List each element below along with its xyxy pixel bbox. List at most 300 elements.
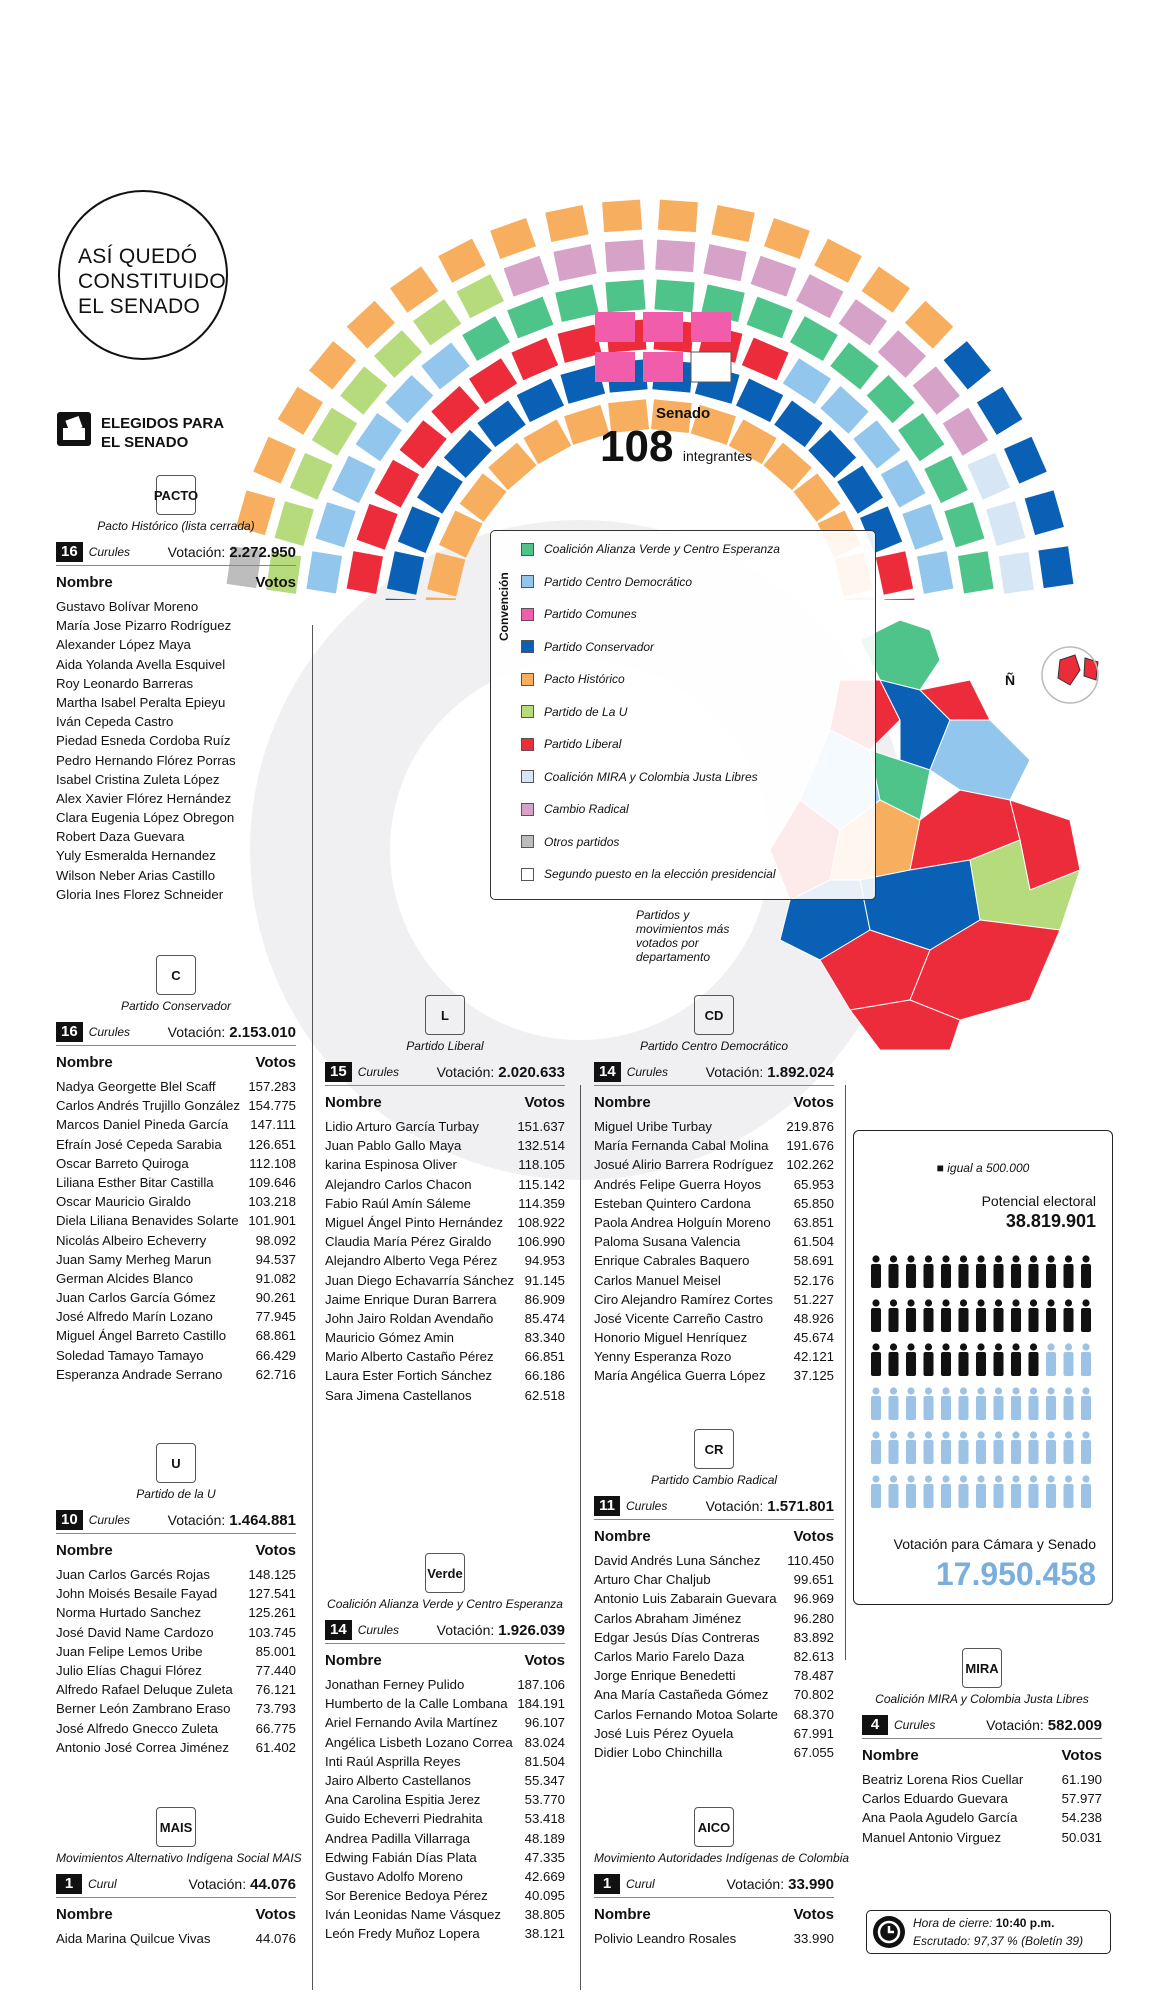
person-icon <box>889 1255 899 1288</box>
person-icon: ■ <box>936 1161 948 1175</box>
list-item <box>325 1309 565 1328</box>
member-name: Wilson Neber Arias Castillo <box>56 867 216 883</box>
legend-item <box>521 637 654 657</box>
list-item <box>325 1386 565 1405</box>
legend-label: Partido de La U <box>544 704 628 719</box>
member-list <box>594 1117 834 1386</box>
list-item <box>594 1194 834 1213</box>
member-name: Nadya Georgette Blel Scaff <box>56 1079 216 1094</box>
list-item <box>594 1570 834 1589</box>
list-item <box>56 827 296 846</box>
member-votes: 101.901 <box>248 1213 296 1229</box>
member-votes: 191.676 <box>786 1138 834 1154</box>
person-icon <box>976 1255 986 1288</box>
list-item <box>56 1307 296 1326</box>
member-name: Polivio Leandro Rosales <box>594 1931 737 1946</box>
party-block-mais <box>56 1807 302 1948</box>
votes-column-header: Votos <box>793 1906 834 1923</box>
list-item <box>594 1705 834 1724</box>
senate-seat <box>385 375 433 423</box>
list-item <box>56 1680 296 1699</box>
member-name: Arturo Char Chaljub <box>594 1572 711 1588</box>
senate-seat <box>278 387 323 435</box>
member-name: Carlos Manuel Meisel <box>594 1272 721 1288</box>
senate-number: 108 <box>600 422 674 471</box>
senate-seat <box>356 413 402 461</box>
senate-seat <box>793 473 840 521</box>
person-icon <box>1011 1475 1021 1508</box>
party-summary <box>56 1021 296 1046</box>
list-item <box>594 1666 834 1685</box>
member-votes: 70.802 <box>793 1687 834 1703</box>
member-votes: 53.770 <box>524 1792 565 1808</box>
member-votes: 103.745 <box>248 1624 296 1640</box>
senate-seat <box>790 316 838 361</box>
list-item <box>56 846 296 865</box>
person-icon <box>994 1387 1004 1420</box>
senate-seat <box>545 205 588 242</box>
seat-count: 1 <box>56 1874 82 1894</box>
legend-swatch <box>521 640 534 653</box>
senate-seat <box>655 240 695 273</box>
member-votes: 91.082 <box>255 1270 296 1286</box>
senate-seat <box>944 502 984 547</box>
senate-seat <box>332 456 376 503</box>
senate-seat <box>385 599 416 600</box>
member-votes: 108.922 <box>517 1214 565 1230</box>
person-icon <box>924 1387 934 1420</box>
votes-column-header: Votos <box>255 1542 296 1559</box>
list-item <box>56 1719 296 1738</box>
clock-icon <box>873 1916 905 1948</box>
person-icon <box>976 1299 986 1332</box>
person-icon <box>959 1475 969 1508</box>
table-header <box>56 1542 296 1559</box>
list-item <box>56 1115 296 1134</box>
member-name: Yuly Esmeralda Hernandez <box>56 848 216 864</box>
list-item <box>56 1929 296 1948</box>
person-icon <box>994 1475 1004 1508</box>
member-list <box>862 1770 1102 1847</box>
member-votes: 48.926 <box>793 1310 834 1326</box>
member-votes: 76.121 <box>255 1682 296 1698</box>
senate-seat <box>477 400 525 447</box>
person-icon <box>1064 1255 1074 1288</box>
votes-column-header: Votos <box>255 574 296 591</box>
elected-heading-text: ELEGIDOS PARA EL SENADO <box>101 415 224 451</box>
person-icon <box>924 1299 934 1332</box>
list-item <box>594 1328 834 1347</box>
list-item <box>594 1309 834 1328</box>
votes-total: 1.926.039 <box>498 1621 565 1639</box>
legend <box>490 530 876 900</box>
senate-seat <box>507 297 553 339</box>
member-name: Lidio Arturo García Turbay <box>325 1119 479 1134</box>
list-item <box>56 789 296 808</box>
list-item <box>594 1117 834 1136</box>
member-name: Carlos Fernando Motoa Solarte <box>594 1706 778 1722</box>
person-icon <box>871 1431 881 1464</box>
list-item <box>594 1251 834 1270</box>
member-name: Jaime Enrique Duran Barrera <box>325 1291 497 1307</box>
member-name: Juan Samy Merheg Marun <box>56 1251 212 1267</box>
legend-swatch <box>521 770 534 783</box>
senate-seat <box>898 413 944 461</box>
senate-seat <box>357 504 398 550</box>
senate-seat <box>711 205 754 242</box>
member-votes: 187.106 <box>517 1677 565 1692</box>
senate-seat <box>398 506 440 553</box>
person-icon <box>924 1475 934 1508</box>
votes-total-label: Votación: <box>188 1876 247 1892</box>
senate-seat <box>986 501 1025 546</box>
party-name: Partido Centro Democrático <box>639 1039 789 1053</box>
list-item <box>325 1366 565 1385</box>
senate-seat <box>312 408 357 456</box>
member-votes: 96.107 <box>524 1715 565 1731</box>
person-icon <box>889 1299 899 1332</box>
member-name: Alejandro Alberto Vega Pérez <box>325 1253 498 1269</box>
party-summary <box>594 1873 834 1898</box>
senate-seat <box>808 430 856 478</box>
member-name: Oscar Barreto Quiroga <box>56 1155 189 1171</box>
person-icon <box>1011 1431 1021 1464</box>
senate-seat <box>1025 490 1064 535</box>
seat-count: 11 <box>594 1496 620 1516</box>
divider <box>312 625 313 1990</box>
member-name: Marcos Daniel Pineda García <box>56 1117 229 1133</box>
party-name: Partido de la U <box>136 1487 216 1501</box>
senate-seat <box>438 239 486 283</box>
senate-seat <box>924 456 968 503</box>
person-scale-text: igual a 500.000 <box>947 1161 1030 1175</box>
member-votes: 57.977 <box>1061 1791 1102 1807</box>
senate-label: Senado <box>656 405 711 422</box>
list-item <box>594 1213 834 1232</box>
votes-column-header: Votos <box>255 1054 296 1071</box>
seat-count: 14 <box>325 1620 352 1640</box>
person-icon <box>1081 1475 1091 1508</box>
member-votes: 48.189 <box>524 1830 565 1846</box>
list-item <box>56 1699 296 1718</box>
legend-label: Pacto Histórico <box>544 672 625 686</box>
person-icon <box>1064 1343 1074 1376</box>
member-votes: 85.474 <box>524 1310 565 1326</box>
list-item <box>56 866 296 885</box>
senate-seat <box>488 443 536 491</box>
list-item <box>594 1551 834 1570</box>
senate-seat <box>421 342 469 389</box>
votes-total: 2.272.950 <box>229 543 296 561</box>
person-icon <box>906 1475 916 1508</box>
legend-item <box>521 799 629 819</box>
list-item <box>56 1231 296 1250</box>
member-votes: 81.504 <box>524 1753 565 1769</box>
senate-seat <box>347 301 395 349</box>
member-votes: 147.111 <box>250 1117 296 1133</box>
member-name: José Alfredo Marín Lozano <box>56 1309 213 1325</box>
list-item <box>56 1661 296 1680</box>
person-icon <box>959 1387 969 1420</box>
member-name: Carlos Abraham Jiménez <box>594 1610 742 1626</box>
seat-count: 16 <box>56 542 83 562</box>
person-icon <box>1064 1387 1074 1420</box>
person-icon <box>941 1431 951 1464</box>
member-votes: 127.541 <box>248 1586 296 1602</box>
member-name: José Vicente Carreño Castro <box>594 1310 764 1326</box>
name-column-header: Nombre <box>594 1906 651 1923</box>
senate-seat <box>605 240 645 273</box>
member-votes: 157.283 <box>248 1079 296 1094</box>
member-name: Liliana Esther Bitar Castilla <box>56 1174 214 1190</box>
person-icon <box>1046 1387 1056 1420</box>
list-item <box>325 1924 565 1943</box>
member-votes: 126.651 <box>248 1136 296 1152</box>
votes-total-label: Votación: <box>986 1717 1044 1733</box>
member-name: Oscar Mauricio Giraldo <box>56 1194 191 1210</box>
member-name: Jairo Alberto Castellanos <box>325 1772 471 1788</box>
list-item <box>325 1829 565 1848</box>
seats-label: Curules <box>88 1025 131 1039</box>
member-name: Honorio Miguel Henríquez <box>594 1330 748 1346</box>
member-votes: 91.145 <box>524 1272 565 1288</box>
member-name: Ana Carolina Espitia Jerez <box>325 1792 481 1808</box>
list-item <box>325 1771 565 1790</box>
seats-label: Curules <box>894 1718 936 1732</box>
member-name: Efraín José Cepeda Sarabia <box>56 1136 222 1152</box>
closing-time: 10:40 p.m. <box>995 1916 1055 1930</box>
list-item <box>325 1194 565 1213</box>
list-item <box>325 1790 565 1809</box>
senate-seat <box>595 352 635 382</box>
member-votes: 68.370 <box>793 1706 834 1722</box>
member-name: Angélica Lisbeth Lozano Correa <box>325 1734 513 1750</box>
list-item <box>56 1135 296 1154</box>
member-votes: 37.125 <box>793 1368 834 1384</box>
list-item <box>325 1848 565 1867</box>
table-header <box>594 1094 834 1111</box>
votes-column-header: Votos <box>1061 1747 1102 1764</box>
senate-seat <box>905 301 953 349</box>
seat-count: 15 <box>325 1062 352 1082</box>
person-icon <box>871 1387 881 1420</box>
seat-count: 14 <box>594 1062 621 1082</box>
member-votes: 61.190 <box>1061 1772 1102 1787</box>
list-item <box>56 635 296 654</box>
member-votes: 38.805 <box>524 1907 565 1923</box>
list-item <box>56 731 296 750</box>
divider <box>845 1085 846 1660</box>
legend-label: Coalición Alianza Verde y Centro Esperanza <box>544 542 780 556</box>
senate-seat <box>658 200 698 233</box>
senate-seat <box>958 551 994 593</box>
senate-seat <box>523 419 571 464</box>
list-item <box>594 1724 834 1743</box>
senate-seat <box>511 338 558 381</box>
name-column-header: Nombre <box>56 1906 113 1923</box>
member-name: Miguel Ángel Pinto Hernández <box>325 1214 504 1230</box>
name-column-header: Nombre <box>862 1747 919 1764</box>
member-votes: 82.613 <box>793 1648 834 1664</box>
senate-seat <box>605 280 645 313</box>
person-icon <box>889 1387 899 1420</box>
member-name: karina Espinosa Oliver <box>325 1157 457 1173</box>
votes-total: 1.464.881 <box>229 1511 296 1529</box>
senate-seat <box>820 386 868 434</box>
senate-seat <box>977 387 1022 435</box>
member-name: Isabel Cristina Zuleta López <box>56 771 220 787</box>
person-icon <box>906 1299 916 1332</box>
member-name: Ana Paola Agudelo García <box>862 1810 1018 1826</box>
member-name: Humberto de la Calle Lombana <box>325 1696 508 1712</box>
person-icon <box>959 1343 969 1376</box>
potential-label: Potencial electoral <box>981 1193 1096 1209</box>
person-icon <box>941 1387 951 1420</box>
list-item <box>56 655 296 674</box>
senate-seat <box>742 338 789 381</box>
member-votes: 62.518 <box>524 1387 565 1403</box>
senate-seat <box>390 266 438 312</box>
votes-total-label: Votación: <box>726 1876 785 1892</box>
person-icon <box>994 1299 1004 1332</box>
person-icon <box>1046 1431 1056 1464</box>
party-summary <box>56 1509 296 1534</box>
member-votes: 118.105 <box>518 1157 565 1173</box>
member-votes: 83.340 <box>524 1330 565 1346</box>
member-votes: 66.429 <box>255 1347 296 1363</box>
senate-seat <box>309 341 356 389</box>
senate-seat <box>967 453 1010 500</box>
person-icon <box>1046 1299 1056 1332</box>
legend-item <box>521 572 692 592</box>
person-icon <box>906 1431 916 1464</box>
list-item <box>325 1251 565 1270</box>
list-item <box>56 1211 296 1230</box>
member-votes: 33.990 <box>793 1931 834 1946</box>
legend-swatch <box>521 608 534 621</box>
legend-swatch <box>521 575 534 588</box>
member-votes: 52.176 <box>793 1272 834 1288</box>
senate-seat <box>374 460 419 508</box>
name-column-header: Nombre <box>325 1094 382 1111</box>
member-name: Robert Daza Guevara <box>56 829 185 845</box>
person-icon <box>959 1431 969 1464</box>
party-name: Movimiento Autoridades Indígenas de Colombia <box>594 1851 850 1865</box>
list-item <box>56 597 296 616</box>
member-votes: 154.775 <box>248 1098 296 1114</box>
person-icon <box>906 1255 916 1288</box>
senate-seat <box>643 312 683 342</box>
legend-label: Coalición MIRA y Colombia Justa Libres <box>544 769 758 784</box>
name-column-header: Nombre <box>56 574 113 591</box>
person-icon <box>1029 1431 1039 1464</box>
map-region <box>930 720 1030 800</box>
member-votes: 77.440 <box>255 1662 296 1678</box>
senate-seat <box>424 597 455 600</box>
party-block-la-u <box>56 1443 296 1757</box>
member-votes: 112.108 <box>249 1155 296 1171</box>
table-header <box>594 1906 834 1923</box>
member-votes: 61.504 <box>793 1234 834 1250</box>
map-region <box>1084 658 1098 680</box>
member-list <box>56 1565 296 1757</box>
senate-seat <box>413 299 461 345</box>
list-item <box>594 1929 834 1948</box>
person-icon <box>1081 1255 1091 1288</box>
senate-seat <box>290 453 333 500</box>
legend-item <box>521 734 621 754</box>
person-icon <box>1029 1255 1039 1288</box>
legend-item <box>521 702 627 722</box>
member-votes: 98.092 <box>255 1232 296 1248</box>
member-votes: 50.031 <box>1061 1829 1102 1845</box>
senate-unit: integrantes <box>682 448 753 464</box>
member-name: Yenny Esperanza Rozo <box>594 1349 732 1365</box>
party-summary <box>56 1873 296 1898</box>
party-summary <box>594 1495 834 1520</box>
member-votes: 132.514 <box>517 1138 565 1154</box>
party-block-mira <box>862 1648 1102 1847</box>
member-name: Roy Leonardo Barreras <box>56 675 194 691</box>
list-item <box>56 1269 296 1288</box>
member-name: Soledad Tamayo Tamayo <box>56 1347 204 1363</box>
list-item <box>56 1642 296 1661</box>
senate-seat <box>814 239 862 283</box>
member-votes: 66.851 <box>524 1349 565 1365</box>
senate-seat <box>862 266 910 312</box>
page-title: ASÍ QUEDÓ CONSTITUIDO EL SENADO <box>78 245 226 318</box>
person-icon <box>924 1343 934 1376</box>
party-logo: U <box>156 1443 196 1483</box>
member-votes: 110.450 <box>787 1553 834 1568</box>
party-name: Coalición MIRA y Colombia Justa Libres <box>875 1692 1089 1706</box>
party-block-cambio <box>594 1429 834 1762</box>
table-header <box>325 1094 565 1111</box>
member-name: Alexander López Maya <box>56 637 191 653</box>
party-logo: L <box>425 995 465 1035</box>
senate-seat <box>490 218 536 259</box>
seats-label: Curules <box>88 545 131 559</box>
person-icon <box>924 1255 934 1288</box>
member-name: Gustavo Bolívar Moreno <box>56 599 199 614</box>
list-item <box>594 1347 834 1366</box>
closing-scrutiny: Escrutado: 97,37 % (Boletín 39) <box>913 1934 1084 1948</box>
member-name: Pedro Hernando Flórez Porras <box>56 752 236 768</box>
member-name: Berner León Zambrano Eraso <box>56 1701 231 1717</box>
member-name: Clara Eugenia López Obregon <box>56 810 235 826</box>
member-name: Juan Pablo Gallo Maya <box>325 1138 462 1154</box>
member-name: Norma Hurtado Sanchez <box>56 1605 202 1621</box>
list-item <box>56 770 296 789</box>
member-list <box>594 1551 834 1762</box>
member-name: Edwing Fabián Días Plata <box>325 1849 477 1865</box>
member-list <box>325 1675 565 1944</box>
member-name: María Jose Pizarro Rodríguez <box>56 618 232 634</box>
party-logo: CD <box>694 995 734 1035</box>
person-icon <box>941 1475 951 1508</box>
member-votes: 77.945 <box>255 1309 296 1325</box>
legend-swatch <box>521 835 534 848</box>
member-votes: 103.218 <box>248 1194 296 1210</box>
party-name: Pacto Histórico (lista cerrada) <box>97 519 255 533</box>
senate-seat <box>1038 546 1073 588</box>
member-name: Antonio José Correa Jiménez <box>56 1739 229 1755</box>
senate-seat <box>902 504 943 550</box>
party-logo: PACTO <box>156 475 196 515</box>
votes-total: 582.009 <box>1047 1716 1102 1734</box>
member-name: Sara Jimena Castellanos <box>325 1387 472 1403</box>
member-name: Jonathan Ferney Pulido <box>325 1677 465 1692</box>
